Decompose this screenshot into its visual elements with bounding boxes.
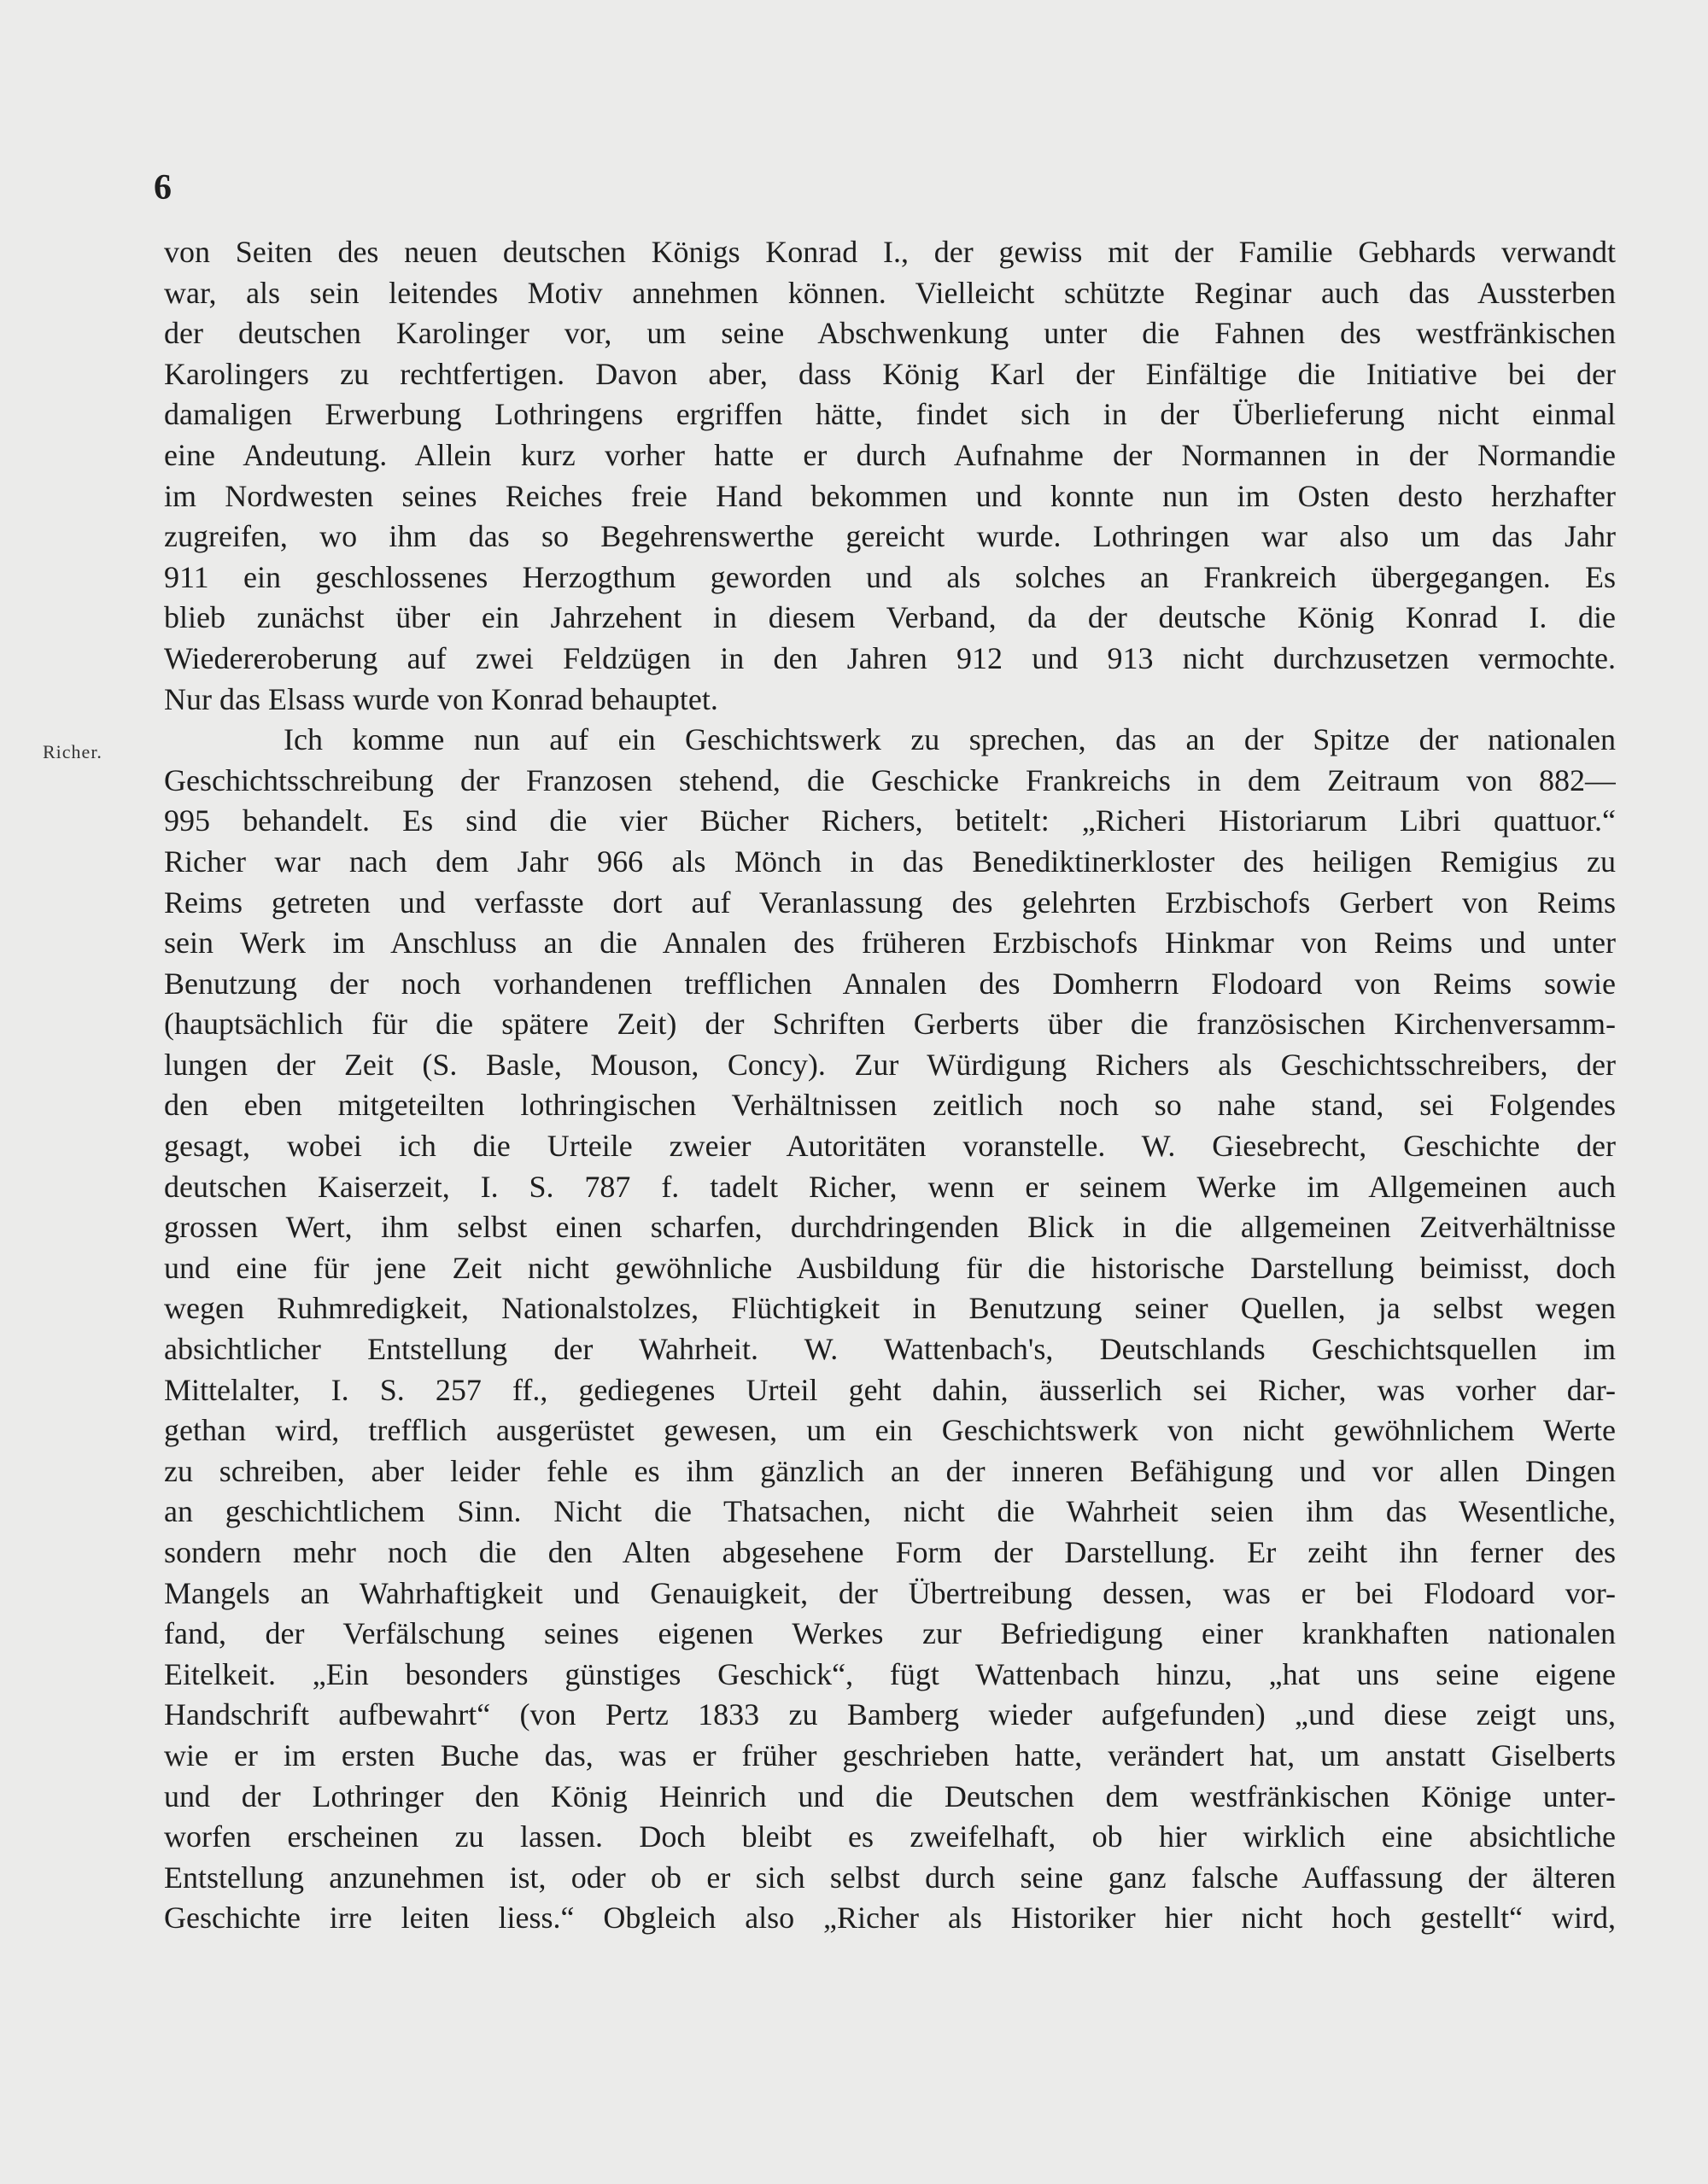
text-line: 911 ein geschlossenes Herzogthum geworden und als solches an Frankreich übergegangen. Es <box>164 559 1616 594</box>
text-line: gethan wird, trefflich ausgerüstet gewesen, um ein Geschichtswerk von nicht gewöhnlichem Werte <box>164 1413 1616 1448</box>
text-line: und der Lothringer den König Heinrich und die Deutschen dem westfränkischen Könige unter- <box>164 1778 1616 1813</box>
text-line: Benutzung der noch vorhandenen trefflichen Annalen des Domherrn Flodoard von Reims sowie <box>164 966 1616 1001</box>
text-line: gesagt, wobei ich die Urteile zweier Autoritäten voranstelle. W. Giesebrecht, Geschichte der <box>164 1129 1616 1164</box>
text-line: Handschrift aufbewahrt“ (von Pertz 1833 zu Bamberg wieder aufgefunden) „und diese zeigt uns, <box>164 1697 1616 1732</box>
text-line: zu schreiben, aber leider fehle es ihm gänzlich an der inneren Befähigung und vor allen Dingen <box>164 1453 1616 1488</box>
text-line: fand, der Verfälschung seines eigenen Werkes zur Befriedigung einer krankhaften nationalen <box>164 1616 1616 1651</box>
text-line: lungen der Zeit (S. Basle, Mouson, Concy). Zur Würdigung Richers als Geschichtsschreibers, der <box>164 1047 1616 1082</box>
text-line: Reims getreten und verfasste dort auf Veranlassung des gelehrten Erzbischofs Gerbert von Reims <box>164 885 1616 920</box>
text-line: sondern mehr noch die den Alten abgesehene Form der Darstellung. Er zeiht ihn ferner des <box>164 1535 1616 1569</box>
text-line: blieb zunächst über ein Jahrzehent in diesem Verband, da der deutsche König Konrad I. die <box>164 600 1616 635</box>
text-line: Eitelkeit. „Ein besonders günstiges Geschick“, fügt Wattenbach hinzu, „hat uns seine eigene <box>164 1656 1616 1691</box>
text-line: deutschen Kaiserzeit, I. S. 787 f. tadelt Richer, wenn er seinem Werke im Allgemeinen auch <box>164 1169 1616 1204</box>
text-line: Mittelalter, I. S. 257 ff., gediegenes Urteil geht dahin, äusserlich sei Richer, was vorher dar- <box>164 1372 1616 1407</box>
text-line: und eine für jene Zeit nicht gewöhnliche Ausbildung für die historische Darstellung beimisst, doch <box>164 1250 1616 1285</box>
text-line: von Seiten des neuen deutschen Königs Konrad I., der gewiss mit der Familie Gebhards verwandt <box>164 235 1616 269</box>
text-line: 995 behandelt. Es sind die vier Bücher Richers, betitelt: „Richeri Historiarum Libri quattuor.“ <box>164 803 1616 838</box>
text-line: Entstellung anzunehmen ist, oder ob er sich selbst durch seine ganz falsche Auffassung der älteren <box>164 1860 1616 1895</box>
text-line: der deutschen Karolinger vor, um seine Abschwenkung unter die Fahnen des westfränkischen <box>164 316 1616 351</box>
text-line: wie er im ersten Buche das, was er früher geschrieben hatte, verändert hat, um anstatt Giselberts <box>164 1737 1616 1772</box>
text-line: Nur das Elsass wurde von Konrad behauptet. <box>164 681 718 716</box>
body-text <box>164 232 1616 1939</box>
text-line: Wiedereroberung auf zwei Feldzügen in den Jahren 912 und 913 nicht durchzusetzen vermochte. <box>164 640 1616 675</box>
text-line: Ich komme nun auf ein Geschichtswerk zu sprechen, das an der Spitze der nationalen <box>284 722 1616 757</box>
text-line: sein Werk im Anschluss an die Annalen des früheren Erzbischofs Hinkmar von Reims und unter <box>164 926 1616 961</box>
text-line: zugreifen, wo ihm das so Begehrenswerthe gereicht wurde. Lothringen war also um das Jahr <box>164 519 1616 554</box>
text-line: (hauptsächlich für die spätere Zeit) der Schriften Gerberts über die französischen Kirchenversamm- <box>164 1007 1616 1042</box>
margin-note: Richer. <box>43 741 102 762</box>
text-line: worfen erscheinen zu lassen. Doch bleibt es zweifelhaft, ob hier wirklich eine absichtliche <box>164 1819 1616 1854</box>
text-line: wegen Ruhmredigkeit, Nationalstolzes, Flüchtigkeit in Benutzung seiner Quellen, ja selbst wegen <box>164 1291 1616 1326</box>
text-line: Geschichte irre leiten liess.“ Obgleich also „Richer als Historiker hier nicht hoch gestellt“ wird, <box>164 1901 1616 1936</box>
text-line: Mangels an Wahrhaftigkeit und Genauigkeit, der Übertreibung dessen, was er bei Flodoard vor- <box>164 1575 1616 1610</box>
text-line: an geschichtlichem Sinn. Nicht die Thatsachen, nicht die Wahrheit seien ihm das Wesentliche, <box>164 1494 1616 1529</box>
text-line: Geschichtsschreibung der Franzosen stehend, die Geschicke Frankreichs in dem Zeitraum von 882— <box>164 762 1616 797</box>
text-line: absichtlicher Entstellung der Wahrheit. W. Wattenbach's, Deutschlands Geschichtsquellen im <box>164 1332 1616 1367</box>
text-line: im Nordwesten seines Reiches freie Hand bekommen und konnte nun im Osten desto herzhafter <box>164 478 1616 513</box>
text-line: Karolingers zu rechtfertigen. Davon aber, dass König Karl der Einfältige die Initiative bei der <box>164 356 1616 391</box>
text-line: grossen Wert, ihm selbst einen scharfen, durchdringenden Blick in die allgemeinen Zeitverhältnisse <box>164 1210 1616 1245</box>
page-number: 6 <box>154 168 172 207</box>
text-line: damaligen Erwerbung Lothringens ergriffen hätte, findet sich in der Überlieferung nicht einmal <box>164 397 1616 432</box>
text-line: eine Andeutung. Allein kurz vorher hatte er durch Aufnahme der Normannen in der Normandie <box>164 437 1616 472</box>
text-line: war, als sein leitendes Motiv annehmen können. Vielleicht schützte Reginar auch das Aussterben <box>164 275 1616 310</box>
text-line: Richer war nach dem Jahr 966 als Mönch in das Benediktinerkloster des heiligen Remigius zu <box>164 844 1616 879</box>
text-line: den eben mitgeteilten lothringischen Verhältnissen zeitlich noch so nahe stand, sei Folgendes <box>164 1088 1616 1123</box>
